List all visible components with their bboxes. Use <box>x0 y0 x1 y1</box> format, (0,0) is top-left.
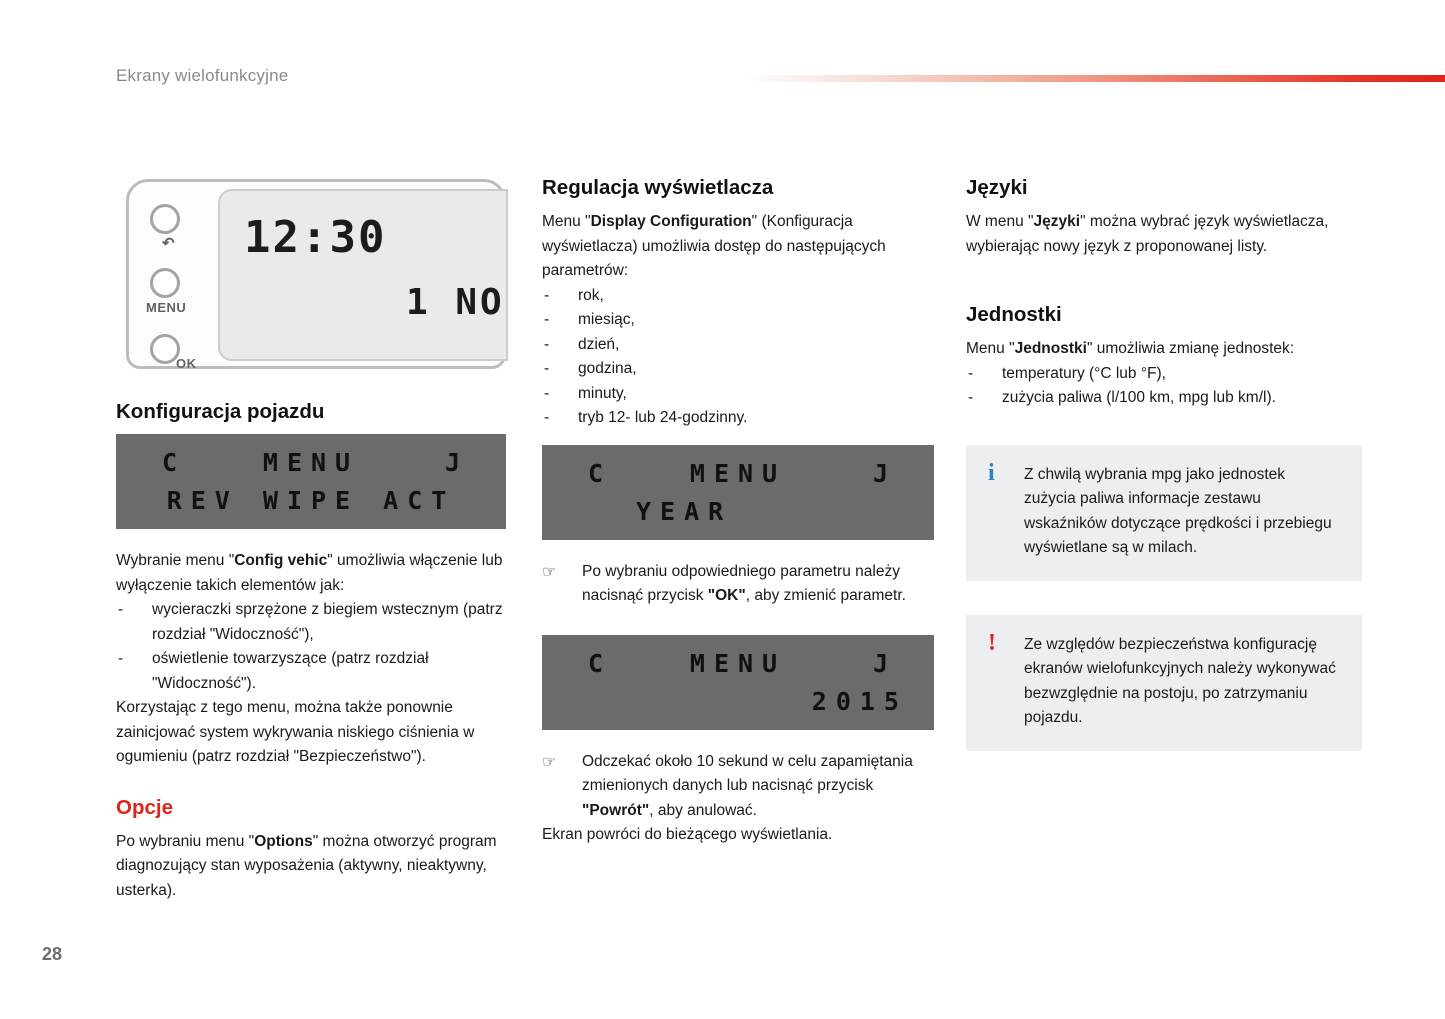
dash-marker: - <box>544 409 550 426</box>
back-button-label: ↶ <box>162 235 176 252</box>
info-icon: i <box>988 459 995 486</box>
paragraph-display-config <box>542 210 934 284</box>
paragraph-config-vehic <box>116 549 506 598</box>
list-item-text: minuty, <box>578 384 627 402</box>
bullet2-text-a: Odczekać około 10 sekund w celu zapamiętania zmienionych danych lub nacisnąć przycisk <box>582 752 913 794</box>
bullet-text-a: Po wybraniu odpowiedniego parametru należy nacisnąć przycisk <box>582 562 900 604</box>
dash-marker: - <box>118 650 124 667</box>
dash-marker: - <box>544 384 550 402</box>
lcd-bracket-right: J <box>872 458 888 488</box>
list-units <box>966 362 1366 411</box>
list-item-text: oświetlenie towarzyszące (patrz rozdział "Widoczność"). <box>152 650 429 692</box>
list-item-text: zużycia paliwa (l/100 km, mpg lub km/l). <box>1002 389 1276 406</box>
bullet-wait-10-seconds <box>542 750 934 824</box>
para-options-a: Po wybraniu menu " <box>116 832 255 850</box>
para-lang-bold: Języki <box>1033 213 1081 230</box>
device-clock-value: 12:30 <box>244 212 387 263</box>
dash-marker: - <box>968 364 974 382</box>
column-middle <box>542 176 934 848</box>
para-lang-c: " można wybrać język wyświetlacza, wybierając nowy język z proponowanej listy. <box>966 213 1329 255</box>
list-item-text: wycieraczki sprzężone z biegiem wstecznym (patrz rozdział "Widoczność"), <box>152 601 503 643</box>
list-item <box>966 386 1366 411</box>
para-options-c: " można otworzyć program diagnozujący stan wyposażenia (aktywny, nieaktywny, usterka). <box>116 832 497 899</box>
lcd-bracket-left: C <box>588 458 604 488</box>
dash-marker: - <box>544 335 550 353</box>
bullet2-text-c: , aby anulować. <box>649 801 757 819</box>
lcd-row-value: 2015 <box>811 686 908 716</box>
list-item <box>542 333 934 358</box>
bullet-select-parameter <box>542 560 934 609</box>
info-note-text: Z chwilą wybrania mpg jako jednostek zużycia paliwa informacje zestawu wskaźników dotyczące prędkości i przebiegu wyświetlane są w milach. <box>1024 465 1332 556</box>
dash-marker: - <box>968 389 974 406</box>
para-display-a: Menu " <box>542 213 591 230</box>
list-item <box>542 357 934 382</box>
menu-button-knob[interactable] <box>150 268 180 298</box>
dash-marker: - <box>544 286 550 304</box>
header-rule <box>742 75 1445 82</box>
list-display-parameters <box>542 284 934 431</box>
page-number: 28 <box>42 944 63 964</box>
para-units-c: " umożliwia zmianę jednostek: <box>1086 340 1295 357</box>
lcd-screenshot-config-vehic <box>116 434 506 529</box>
lcd-bracket-left: C <box>588 648 604 678</box>
menu-button-label: MENU <box>146 300 187 315</box>
heading-regulacja-wyswietlacza: Regulacja wyświetlacza <box>542 176 774 199</box>
list-item <box>116 647 506 696</box>
bullet2-text-bold: "Powrót" <box>582 801 650 819</box>
back-button-knob[interactable] <box>150 204 180 234</box>
heading-jezyki: Języki <box>966 176 1028 199</box>
warning-icon: ! <box>988 629 996 656</box>
pointing-hand-icon: ☞ <box>542 753 557 771</box>
lcd-bracket-right: J <box>872 648 888 678</box>
list-item-text: godzina, <box>578 360 637 377</box>
para-options-bold: Options <box>254 832 313 850</box>
lcd-row-options: REV WIPE ACT <box>166 486 456 515</box>
lcd-row-menu: MENU <box>689 458 787 488</box>
device-subdisplay-value: 1 NO <box>406 282 505 323</box>
page-header-title: Ekrany wielofunkcyjne <box>116 66 289 85</box>
column-left <box>116 400 506 903</box>
pointing-hand-icon: ☞ <box>542 563 557 581</box>
para-config-a: Wybranie menu " <box>116 552 235 569</box>
heading-konfiguracja-pojazdu: Konfiguracja pojazdu <box>116 400 325 423</box>
warning-note-text: Ze względów bezpieczeństwa konfigurację ekranów wielofunkcyjnych należy wykonywać bezwzględnie na postoju, po zatrzymaniu pojazdu. <box>1024 635 1336 726</box>
list-item <box>542 284 934 309</box>
para-config-c: " umożliwia włączenie lub wyłączenie takich elementów jak: <box>116 552 503 594</box>
list-item-text: miesiąc, <box>578 311 635 328</box>
list-item-text: tryb 12- lub 24-godzinny. <box>578 409 748 426</box>
lcd-row-year: YEAR <box>636 496 733 526</box>
list-item <box>542 406 934 431</box>
list-item <box>542 308 934 333</box>
lcd-row-menu: MENU <box>262 448 360 477</box>
list-item <box>116 598 506 647</box>
lcd-bracket-left: C <box>162 448 178 477</box>
lcd-screenshot-year <box>542 445 934 540</box>
dash-marker: - <box>118 601 124 618</box>
lcd-bracket-right: J <box>444 448 460 477</box>
paragraph-units <box>966 337 1366 362</box>
para-units-a: Menu " <box>966 340 1015 357</box>
list-item <box>966 362 1366 387</box>
ok-button-label: OK <box>176 356 197 371</box>
paragraph-return-display: Ekran powróci do bieżącego wyświetlania. <box>542 826 833 843</box>
lcd-row-menu: MENU <box>689 648 787 678</box>
lcd-screenshot-2015 <box>542 635 934 730</box>
bullet-text-c: , aby zmienić parametr. <box>745 587 906 604</box>
trip-computer-illustration <box>116 176 508 381</box>
paragraph-tyre-pressure: Korzystając z tego menu, można także ponownie zainicjować system wykrywania niskiego ciśnienia w ogumieniu (patrz rozdział "Bezpieczeństwo"). <box>116 699 475 765</box>
column-right <box>966 176 1366 751</box>
paragraph-options <box>116 830 506 904</box>
para-lang-a: W menu " <box>966 213 1034 230</box>
list-item-text: rok, <box>578 286 604 304</box>
para-display-bold: Display Configuration <box>590 213 752 230</box>
list-item-text: dzień, <box>578 335 620 353</box>
list-item <box>542 382 934 407</box>
para-units-bold: Jednostki <box>1014 340 1087 357</box>
list-item-text: temperatury (°C lub °F), <box>1002 364 1166 382</box>
info-note-box <box>966 445 1362 581</box>
para-display-c: " (Konfiguracja wyświetlacza) umożliwia dostęp do następujących parametrów: <box>542 213 886 279</box>
heading-opcje: Opcje <box>116 795 173 819</box>
dash-marker: - <box>544 311 550 328</box>
para-config-bold: Config vehic <box>234 552 328 569</box>
dash-marker: - <box>544 360 550 377</box>
warning-note-box <box>966 615 1362 751</box>
list-config-items <box>116 598 506 696</box>
paragraph-languages <box>966 210 1366 259</box>
heading-jednostki: Jednostki <box>966 303 1062 326</box>
bullet-text-bold: "OK" <box>707 587 746 604</box>
